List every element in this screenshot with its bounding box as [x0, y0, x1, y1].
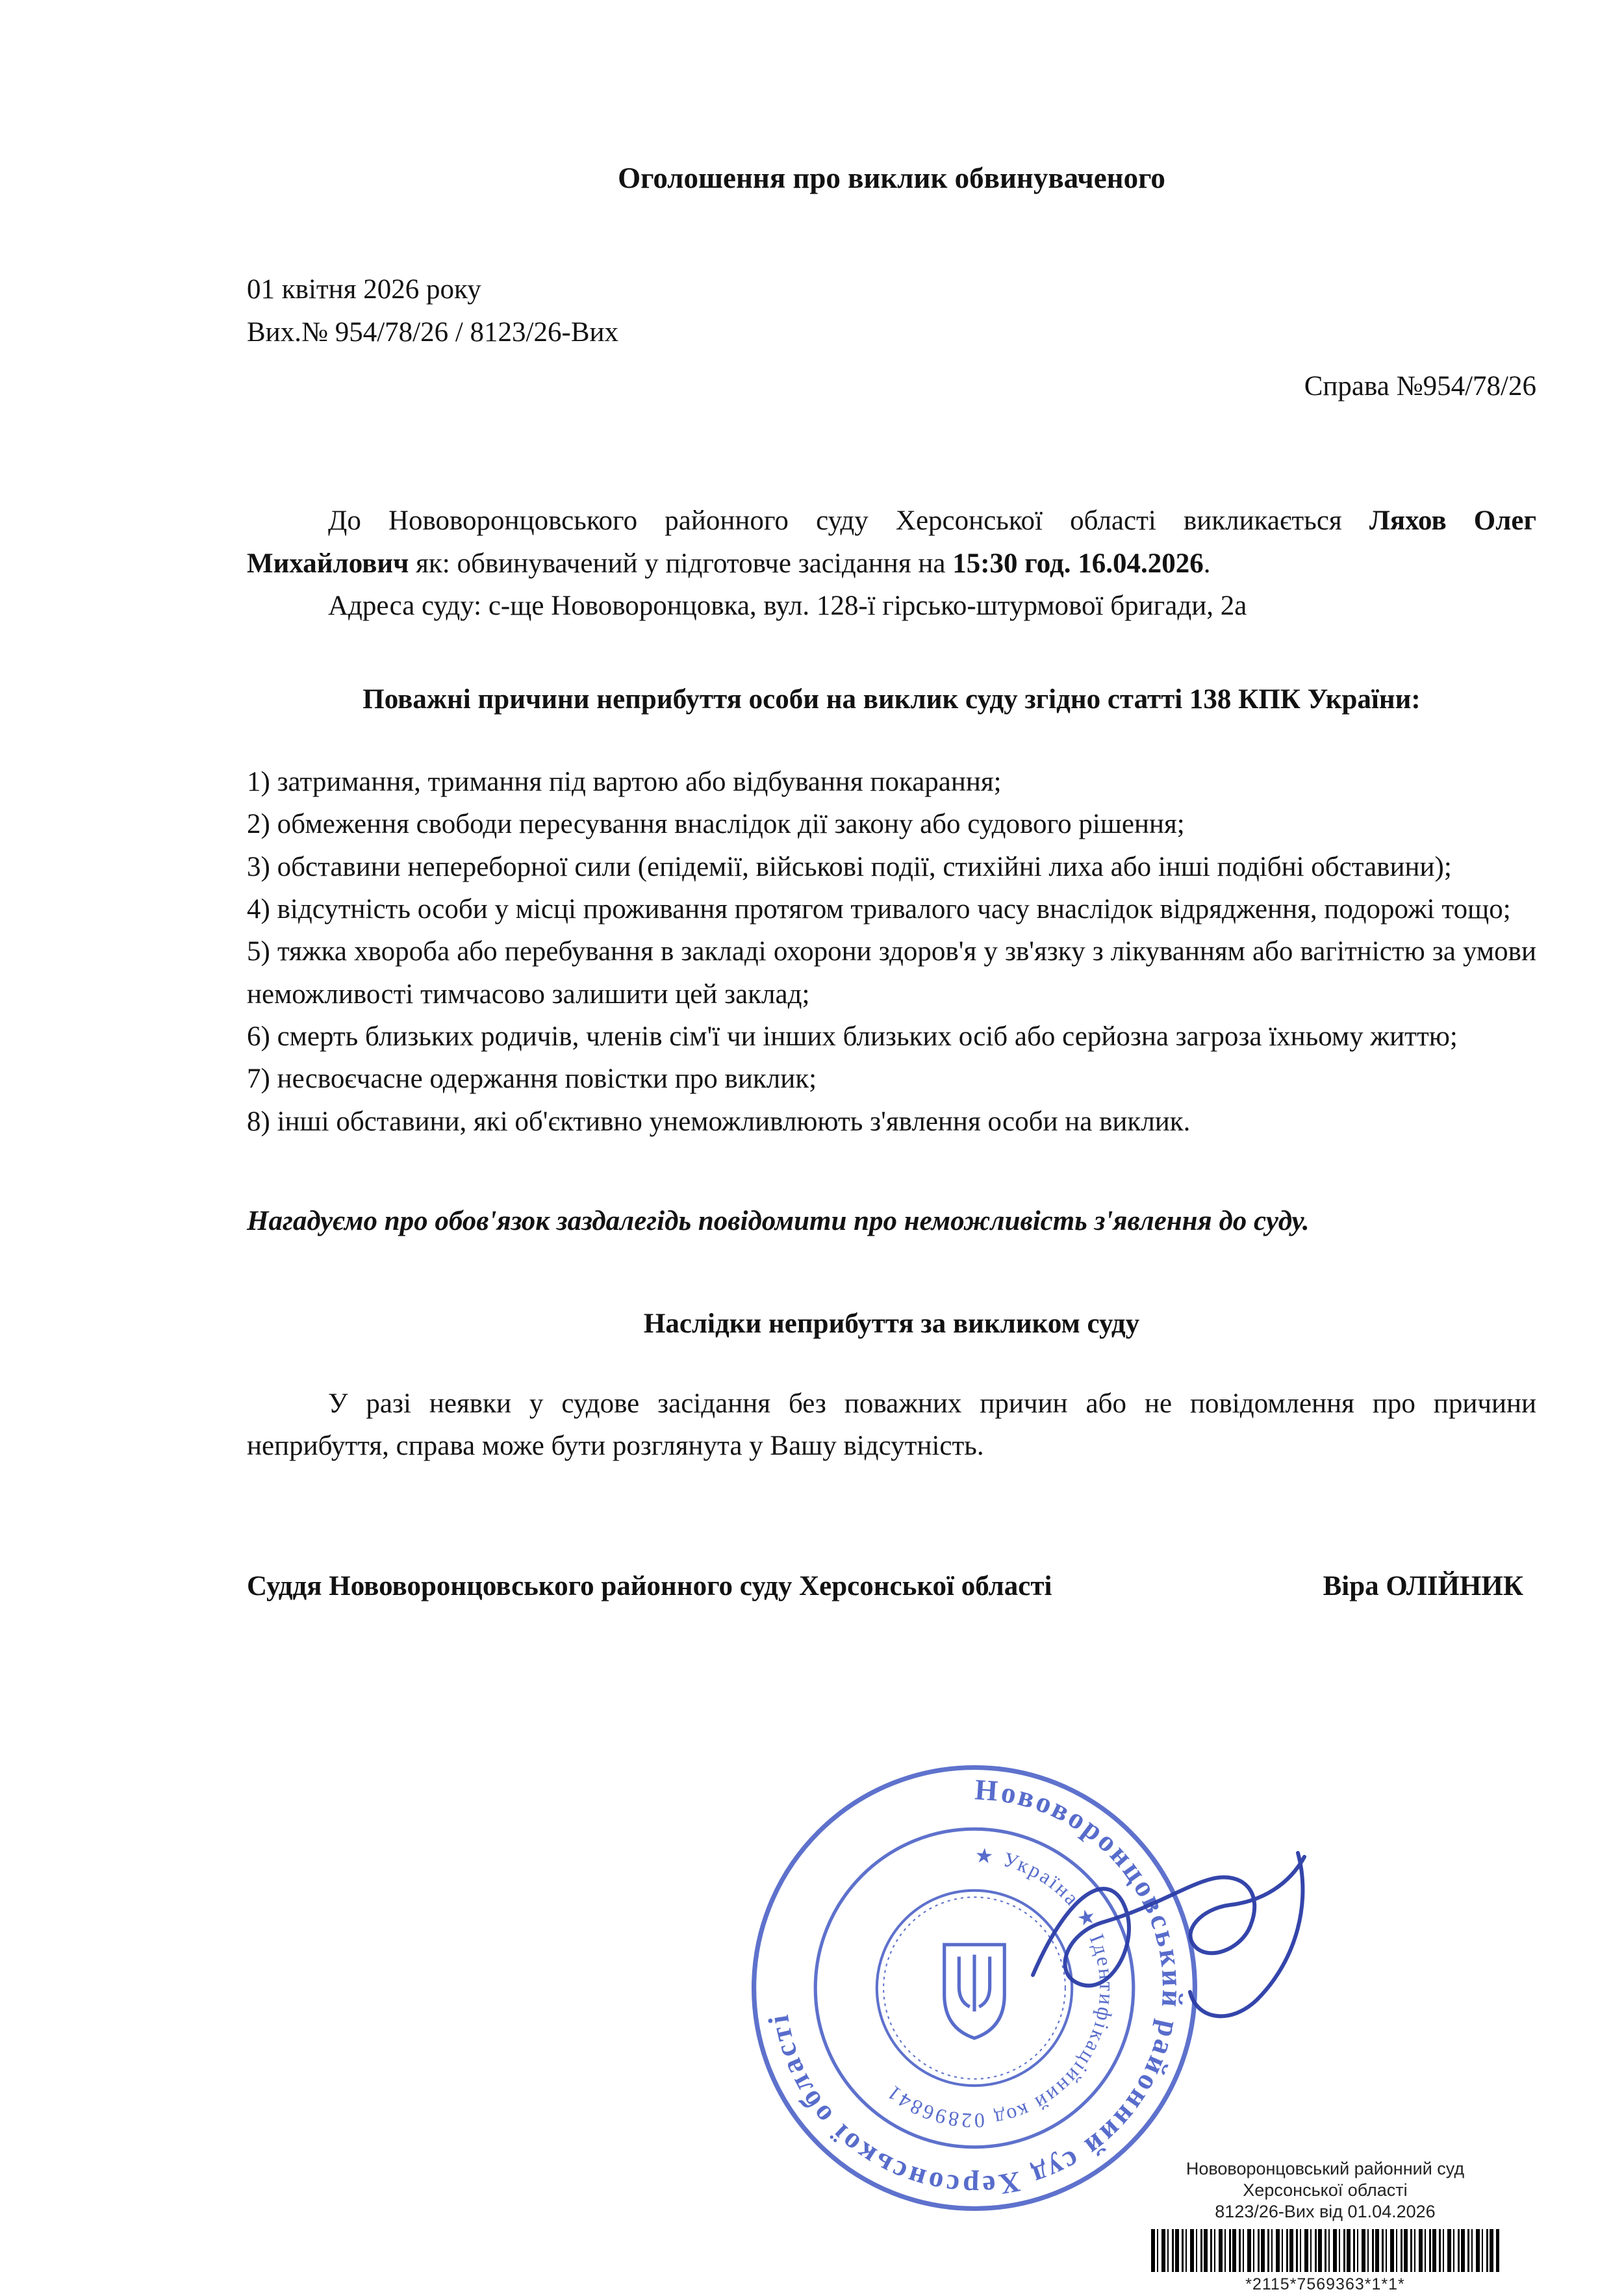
valid-reasons-heading: Поважні причини неприбуття особи на виклик суду згідно статті 138 КПК України:: [362, 683, 1421, 715]
registration-footer: [1143, 2158, 1507, 2294]
court-address: Адреса суду: с-ще Нововоронцовка, вул. 128-ї гірсько-штурмової бригади, 2а: [328, 591, 1247, 622]
signature-icon: [1013, 1839, 1351, 2053]
footer-region: Херсонської області: [1243, 2180, 1408, 2200]
case-number: Справа №954/78/26: [1304, 371, 1536, 402]
date-line: 01 квітня 2026 року: [247, 274, 481, 305]
footer-court-name: Нововоронцовський районний суд: [1186, 2159, 1465, 2178]
reason-item: 6) смерть близьких родичів, членів сім'ї чи інших близьких осіб або серйозна загроза їхньому життю;: [247, 1021, 1458, 1052]
summons-paragraph: [247, 500, 1536, 585]
judge-signature: [1013, 1839, 1351, 2053]
reason-item: 4) відсутність особи у місці проживання протягом тривалого часу внаслідок відрядження, подорожі тощо;: [247, 893, 1511, 925]
reason-item: 1) затримання, тримання під вартою або відбування покарання;: [247, 766, 1002, 797]
summons-intro: До Нововоронцовського районного суду Херсонської області викликається: [328, 505, 1369, 537]
court-stamp: [741, 1754, 1208, 2222]
court-stamp-icon: [741, 1754, 1208, 2222]
reminder-note: Нагадуємо про обов'язок заздалегідь повідомити про неможливість з'явлення до суду.: [247, 1206, 1310, 1237]
barcode-text: *2115*7569363*1*1*: [1245, 2275, 1405, 2293]
judge-name: Віра ОЛІЙНИК: [1323, 1570, 1523, 1601]
reason-item: 3) обставини непереборної сили (епідемії, військові події, стихійні лиха або інші подібні обставини);: [247, 851, 1452, 882]
stamp-outer-text: Нововоронцовський районний суд Херсонської області: [761, 1773, 1189, 2203]
accused-name: Ляхов Олег Михайлович: [247, 505, 1536, 579]
summons-tail: .: [1203, 548, 1211, 579]
reason-item: 8) інші обставини, які об'єктивно унеможливлюють з'явлення особи на виклик.: [247, 1106, 1191, 1137]
reason-item: 5) тяжка хвороба або перебування в закладі охорони здоров'я у зв'язку з лікуванням або вагітністю за умови неможливості тимчасово залишити цей заклад;: [247, 936, 1536, 1010]
svg-text:Нововоронцовський районний суд: [761, 1773, 1189, 2202]
reasons-list: [247, 761, 1536, 1143]
signature-block: [247, 1565, 1536, 1607]
reason-item: 2) обмеження свободи пересування внаслідок дії закону або судового рішення;: [247, 809, 1185, 840]
reason-item: 7) несвоєчасне одержання повістки про виклик;: [247, 1064, 817, 1095]
stamp-inner-text: ★ Україна ★ Ідентифікаційний код 02896841: [881, 1844, 1119, 2132]
reference-number: Вих.№ 954/78/26 / 8123/26-Вих: [247, 316, 619, 348]
summons-middle: як: обвинувачений у підготовче засідання на: [409, 548, 953, 579]
document-title: Оголошення про виклик обвинуваченого: [618, 162, 1165, 194]
hearing-datetime: 15:30 год. 16.04.2026: [952, 548, 1204, 579]
consequences-heading: Наслідки неприбуття за викликом суду: [643, 1308, 1140, 1339]
trident-emblem-icon: [945, 1945, 1005, 2038]
consequences-paragraph: У разі неявки у судове засідання без поважних причин або не повідомлення про причини неприбуття, справа може бути розглянута у Вашу відсутність.: [247, 1388, 1536, 1462]
judge-title: Суддя Нововоронцовського районного суду Херсонської області: [247, 1570, 1052, 1601]
barcode: [1151, 2229, 1499, 2272]
svg-text:★ Україна ★ Ідентифікаційний к: [882, 1844, 1118, 2132]
footer-reference: 8123/26-Вих від 01.04.2026: [1215, 2201, 1436, 2221]
